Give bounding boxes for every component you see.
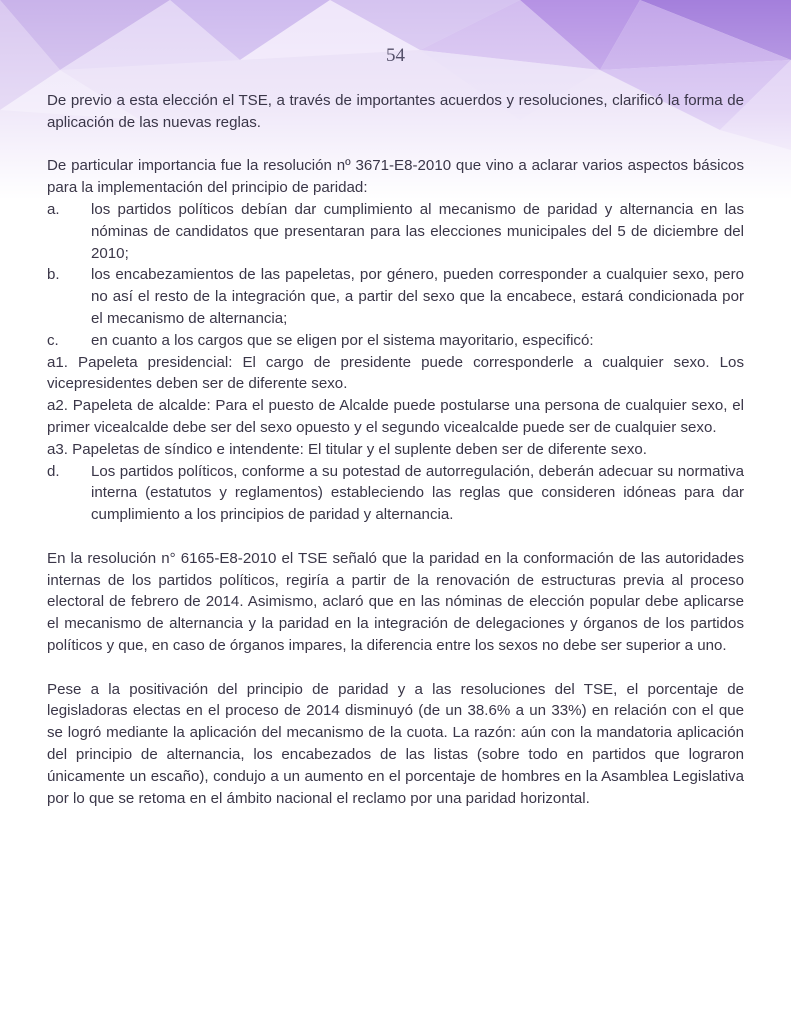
list-item-text: en cuanto a los cargos que se eligen por el sistema mayoritario, especificó: [91,331,594,349]
list-item-text: los partidos políticos debían dar cumplimiento al mecanismo de paridad y alternancia en las nóminas de candidatos que presentaran para las elecciones municipales del 5 de diciembre del 2010; [91,200,744,262]
list-item [47,330,744,352]
paragraph-conclusion: Pese a la positivación del principio de paridad y a las resoluciones del TSE, el porcentaje de legisladoras electas en el proceso de 2014 disminuyó (de un 38.6% a un 33%) en relación con el que se logró mediante la aplicación del mecanismo de la cuota. La razón: aún con la mandatoria aplicación del principio de alternancia, los encabezados de las listas (sobre todo en partidos que lograron únicamente un escaño), condujo a un aumento en el porcentaje de hombres en la Asamblea Legislativa por lo que se retoma en el ámbito nacional el reclamo por una paridad horizontal. [47,680,744,807]
list-item-text: Los partidos políticos, conforme a su potestad de autorregulación, deberán adecuar su normativa interna (estatutos y reglamentos) estableciendo las reglas que consideren idóneas para dar cumplimiento a los principios de paridad y alternancia. [91,462,744,524]
list-item [47,461,744,526]
list-marker: c. [47,331,59,349]
sub-item: a1. Papeleta presidencial: El cargo de presidente puede corresponderle a cualquier sexo. Los vicepresidentes deben ser de diferente sexo. [47,353,744,393]
paragraph-resolution-intro: De particular importancia fue la resolución nº 3671-E8-2010 que vino a aclarar varios aspectos básicos para la implementación del principio de paridad: [47,157,744,197]
list-marker: b. [47,266,60,284]
list-item-text: los encabezamientos de las papeletas, por género, pueden corresponder a cualquier sexo, pero no así el resto de la integración que, a partir del sexo que la encabece, estará condicionada por el mecanismo de alternancia; [91,266,744,327]
resolution-3671-section [47,155,744,526]
list-item [47,264,744,329]
list-marker: d. [47,462,60,480]
page-body [47,90,744,831]
sub-item: a2. Papeleta de alcalde: Para el puesto de Alcalde puede postularse una persona de cualquier sexo, el primer vicealcalde debe ser del sexo opuesto y el segundo vicealcalde puede ser de cualquier sexo. [47,397,744,436]
list-marker: a. [47,200,60,218]
paragraph-intro: De previo a esta elección el TSE, a través de importantes acuerdos y resoluciones, clarificó la forma de aplicación de las nuevas reglas. [47,92,744,131]
list-item [47,199,744,264]
paragraph-resolution-6165: En la resolución n° 6165-E8-2010 el TSE señaló que la paridad en la conformación de las autoridades internas de los partidos políticos, regiría a partir de la renovación de estructuras previa al proceso electoral de febrero de 2014. Asimismo, aclaró que en las nóminas de elección popular debe aplicarse el mecanismo de alternancia y la paridad en la integración de delegaciones y órganos de los partidos políticos y que, en caso de órganos impares, la diferencia entre los sexos no debe ser superior a uno. [47,549,744,654]
page-number: 54 [386,45,405,66]
sub-item: a3. Papeletas de síndico e intendente: El titular y el suplente deben ser de diferente sexo. [47,440,647,458]
